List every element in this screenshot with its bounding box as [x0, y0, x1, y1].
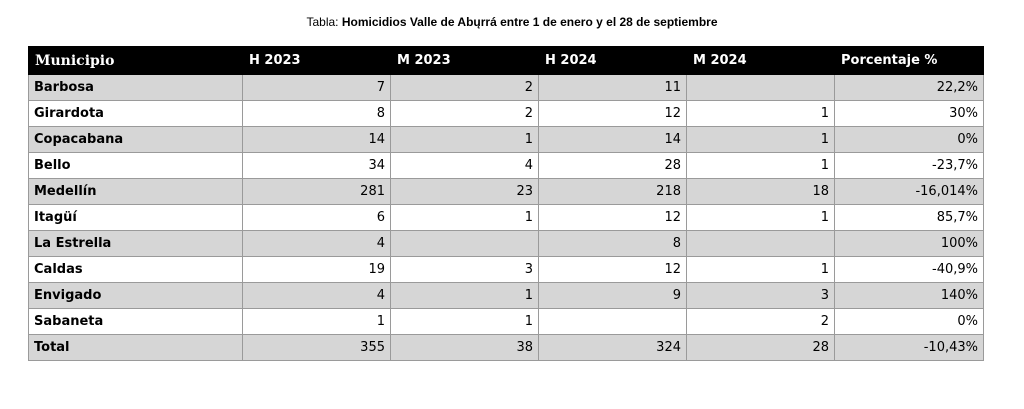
- cell-m-2024: 18: [687, 179, 835, 205]
- table-row: [29, 205, 984, 231]
- cell-m-2023: 1: [391, 205, 539, 231]
- cell-m-2023: 23: [391, 179, 539, 205]
- cell-m-2024: 28: [687, 335, 835, 361]
- cell-municipio: Medellín: [29, 179, 243, 205]
- cell-municipio: La Estrella: [29, 231, 243, 257]
- cell-municipio: Barbosa: [29, 75, 243, 101]
- total-row: [29, 335, 984, 361]
- cell-h-2023: 4: [243, 231, 391, 257]
- cell-h-2024: 218: [539, 179, 687, 205]
- cell-m-2023: 2: [391, 101, 539, 127]
- cell-municipio: Caldas: [29, 257, 243, 283]
- cell-h-2023: 7: [243, 75, 391, 101]
- header-h-2024: H 2024: [539, 47, 687, 75]
- table-row: [29, 127, 984, 153]
- cell-municipio: Itagüí: [29, 205, 243, 231]
- cell-h-2023: 355: [243, 335, 391, 361]
- cell-porcentaje: 0%: [835, 127, 984, 153]
- cell-municipio: Sabaneta: [29, 309, 243, 335]
- cell-municipio: Girardota: [29, 101, 243, 127]
- cell-h-2023: 34: [243, 153, 391, 179]
- cell-m-2023: 3: [391, 257, 539, 283]
- cell-m-2024: 2: [687, 309, 835, 335]
- cell-h-2023: 8: [243, 101, 391, 127]
- cell-h-2023: 1: [243, 309, 391, 335]
- cell-porcentaje: 30%: [835, 101, 984, 127]
- caption-prefix: Tabla:: [306, 15, 342, 29]
- cell-m-2024: 1: [687, 205, 835, 231]
- table-row: [29, 257, 984, 283]
- cell-porcentaje: 0%: [835, 309, 984, 335]
- cell-m-2023: 1: [391, 309, 539, 335]
- header-m-2024: M 2024: [687, 47, 835, 75]
- cell-h-2024: 12: [539, 205, 687, 231]
- cell-municipio: Total: [29, 335, 243, 361]
- cell-h-2023: 14: [243, 127, 391, 153]
- table-caption: [0, 15, 1024, 29]
- cell-h-2023: 4: [243, 283, 391, 309]
- cell-porcentaje: -16,014%: [835, 179, 984, 205]
- cell-municipio: Envigado: [29, 283, 243, 309]
- cell-h-2024: 12: [539, 257, 687, 283]
- cell-m-2024: 3: [687, 283, 835, 309]
- cell-municipio: Bello: [29, 153, 243, 179]
- cell-h-2024: 28: [539, 153, 687, 179]
- cell-m-2024: 1: [687, 257, 835, 283]
- cell-h-2024: 324: [539, 335, 687, 361]
- header-m-2023: M 2023: [391, 47, 539, 75]
- cell-porcentaje: 22,2%: [835, 75, 984, 101]
- cell-municipio: Copacabana: [29, 127, 243, 153]
- header-municipio: Municipio: [29, 47, 243, 75]
- cell-porcentaje: -10,43%: [835, 335, 984, 361]
- cell-m-2023: 4: [391, 153, 539, 179]
- header-h-2023: H 2023: [243, 47, 391, 75]
- table-row: [29, 75, 984, 101]
- header-porcentaje: Porcentaje %: [835, 47, 984, 75]
- cell-porcentaje: 100%: [835, 231, 984, 257]
- table-row: [29, 179, 984, 205]
- table-row: [29, 153, 984, 179]
- cell-m-2024: 1: [687, 101, 835, 127]
- cell-h-2024: 8: [539, 231, 687, 257]
- cell-m-2023: 1: [391, 127, 539, 153]
- table-row: [29, 231, 984, 257]
- cell-h-2024: 12: [539, 101, 687, 127]
- table-row: [29, 283, 984, 309]
- homicides-table: [28, 46, 984, 361]
- cell-h-2024: [539, 309, 687, 335]
- cell-porcentaje: 140%: [835, 283, 984, 309]
- cell-m-2024: [687, 75, 835, 101]
- cell-porcentaje: -40,9%: [835, 257, 984, 283]
- cell-m-2023: 38: [391, 335, 539, 361]
- cell-m-2024: 1: [687, 127, 835, 153]
- cell-h-2023: 19: [243, 257, 391, 283]
- table-row: [29, 101, 984, 127]
- cell-m-2024: 1: [687, 153, 835, 179]
- cell-m-2023: 2: [391, 75, 539, 101]
- cell-h-2024: 9: [539, 283, 687, 309]
- cell-porcentaje: -23,7%: [835, 153, 984, 179]
- cell-m-2024: [687, 231, 835, 257]
- cell-h-2024: 14: [539, 127, 687, 153]
- cell-porcentaje: 85,7%: [835, 205, 984, 231]
- caption-title: Homicidios Valle de Abųrrá entre 1 de enero y el 28 de septiembre: [341, 15, 718, 29]
- cell-h-2023: 281: [243, 179, 391, 205]
- cell-m-2023: 1: [391, 283, 539, 309]
- cell-m-2023: [391, 231, 539, 257]
- header-row: [29, 47, 984, 75]
- cell-h-2023: 6: [243, 205, 391, 231]
- cell-h-2024: 11: [539, 75, 687, 101]
- table-row: [29, 309, 984, 335]
